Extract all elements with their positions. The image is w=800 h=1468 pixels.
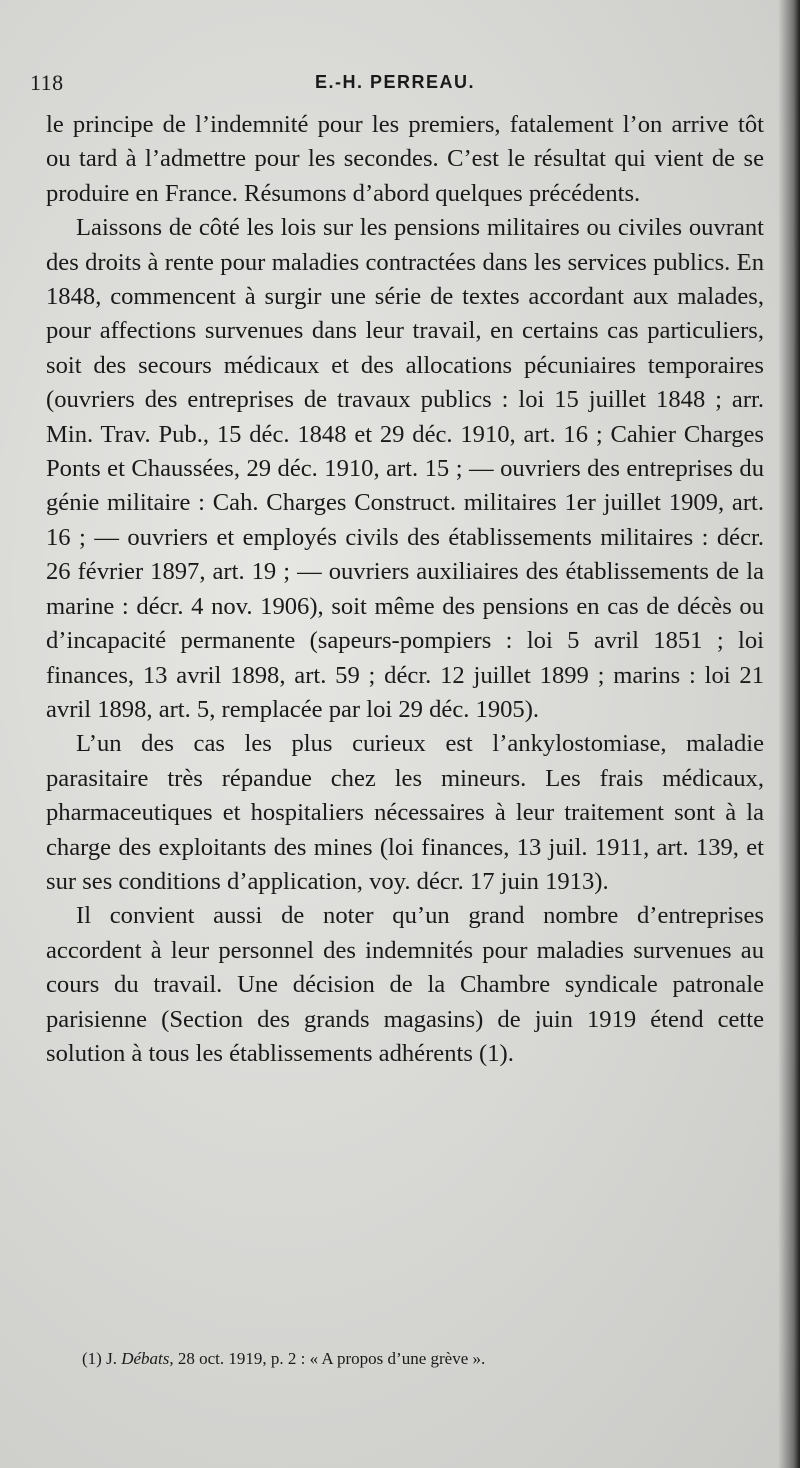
paragraph-ankylostomiase: L’un des cas les plus curieux est l’ankylostomiase, maladie parasitaire très répandue chez les mineurs. Les frais médicaux, pharmaceutiques et hospitaliers nécessaires à leur traitement sont à la charge des exploitants des mines (loi finances, 13 juil. 1911, art. 139, et sur ses conditions d’application, voy. décr. 17 juin 1913). — [46, 730, 764, 895]
body-text — [46, 108, 764, 1071]
paragraph-laws: Laissons de côté les lois sur les pensions militaires ou civiles ouvrant des droits à rente pour maladies contractées dans les services publics. En 1848, commencent à surgir une série de textes accordant aux malades, pour affections survenues dans leur travail, en certains cas particuliers, soit des secours médicaux et des allocations pécuniaires temporaires (ouvriers des entreprises de travaux publics : loi 15 juillet 1848 ; arr. Min. Trav. Pub., 15 déc. 1848 et 29 déc. 1910, art. 16 ; Cahier Charges Ponts et Chaussées, 29 déc. 1910, art. 15 ; — ouvriers des entreprises du génie militaire : Cah. Charges Construct. militaires 1er juillet 1909, art. 16 ; — ouvriers et employés civils des établissements militaires : décr. 26 février 1897, art. 19 ; — ouvriers auxiliaires des établissements de la marine : décr. 4 nov. 1906), soit même des pensions en cas de décès ou d’incapacité permanente (sapeurs-pompiers : loi 5 avril 1851 ; loi finances, 13 avril 1898, art. 59 ; décr. 12 juillet 1899 ; marins : loi 21 avril 1898, art. 5, remplacée par loi 29 déc. 1905). — [46, 214, 764, 723]
footnote-marker: (1) J. — [82, 1349, 117, 1368]
running-head: E.-H. PERREAU. — [315, 72, 476, 92]
page-number: 118 — [30, 70, 64, 95]
paragraph-continuation: le principe de l’indemnité pour les premiers, fatalement l’on arrive tôt ou tard à l’admettre pour les secondes. C’est le résultat qui vient de se produire en France. Résumons d’abord quelques précédents. — [46, 111, 764, 207]
footnote — [82, 1348, 742, 1370]
paragraph-entreprises: Il convient aussi de noter qu’un grand nombre d’entreprises accordent à leur personnel des indemnités pour maladies survenues au cours du travail. Une décision de la Chambre syndicale patronale parisienne (Section des grands magasins) de juin 1919 étend cette solution à tous les établissements adhérents (1). — [46, 902, 764, 1067]
footnote-source: Débats, — [121, 1349, 174, 1368]
page-edge-shadow — [778, 0, 800, 1468]
footnote-text: 28 oct. 1919, p. 2 : « A propos d’une grève ». — [177, 1349, 486, 1368]
page-header — [30, 70, 770, 100]
